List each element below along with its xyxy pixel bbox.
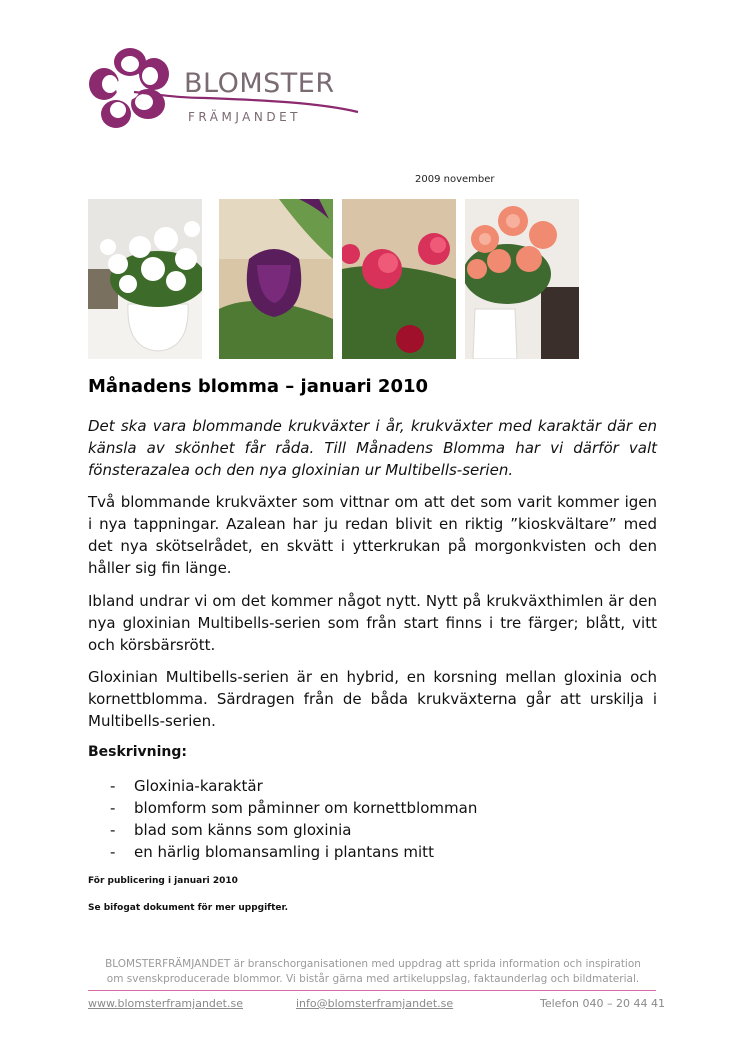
list-dash: - <box>110 821 116 839</box>
email-link[interactable]: info@blomsterframjandet.se <box>296 997 454 1010</box>
salmon-azalea-photo <box>465 199 579 359</box>
website-link[interactable]: www.blomsterframjandet.se <box>88 997 243 1010</box>
footer-line-1: BLOMSTERFRÄMJANDET är branschorganisationen med uppdrag att sprida information och inspiration <box>105 958 641 970</box>
description-heading: Beskrivning: <box>88 744 187 760</box>
white-flowers-photo <box>88 199 202 359</box>
body-paragraph-2: Ibland undrar vi om det kommer något nytt. Nytt på krukväxthimlen är den nya gloxinian Multibells-serien som från start finns i tre färger; blått, vitt och körsbärsrött. <box>88 592 657 654</box>
body-paragraph-3: Gloxinian Multibells-serien är en hybrid, en korsning mellan gloxinia och kornettblomma. Särdragen från de båda krukväxterna går att urskilja i Multibells-serien. <box>88 668 657 730</box>
logo-wordmark: BLOMSTER <box>184 68 335 99</box>
red-azalea-photo <box>342 199 456 359</box>
body-paragraph-1: Två blommande krukväxter som vittnar om att det som varit kommer igen i nya tappningar. Azalean har ju redan blivit en riktig ”kioskvältare” med det nya skötselrådet, en skvätt i ytterkrukan på morgonkvisten och den håller sig fin länge. <box>88 493 657 577</box>
publish-note: För publicering i januari 2010 <box>88 876 238 886</box>
list-dash: - <box>110 799 116 817</box>
list-item-text: en härlig blomansamling i plantans mitt <box>134 843 434 861</box>
purple-gloxinia-photo <box>219 199 333 359</box>
list-item <box>88 841 477 863</box>
list-item-text: blad som känns som gloxinia <box>134 821 352 839</box>
list-dash: - <box>110 777 116 795</box>
attachment-note: Se bifogat dokument för mer uppgifter. <box>88 903 289 913</box>
footer-line-2: om svenskproducerade blommor. Vi bistår gärna med artikeluppslag, faktaunderlag och bildmaterial. <box>106 973 640 985</box>
list-item-text: Gloxinia-karaktär <box>134 777 263 795</box>
list-item-text: blomform som påminner om kornettblomman <box>134 799 478 817</box>
document-date: 2009 november <box>415 174 495 185</box>
description-list <box>88 775 477 863</box>
footer-description <box>88 957 658 987</box>
intro-paragraph: Det ska vara blommande krukväxter i år, krukväxter med karaktär där en känsla av skönhet får råda. Till Månadens Blomma har vi därför valt fönsterazalea och den nya gloxinian ur Multibells-serien. <box>88 417 657 479</box>
phone-number: Telefon 040 – 20 44 41 <box>540 997 665 1010</box>
list-item <box>88 797 477 819</box>
list-item <box>88 819 477 841</box>
footer-divider <box>88 990 656 991</box>
logo-subtitle: FRÄMJANDET <box>188 110 301 124</box>
article-title: Månadens blomma – januari 2010 <box>88 376 429 397</box>
list-dash: - <box>110 843 116 861</box>
list-item <box>88 775 477 797</box>
